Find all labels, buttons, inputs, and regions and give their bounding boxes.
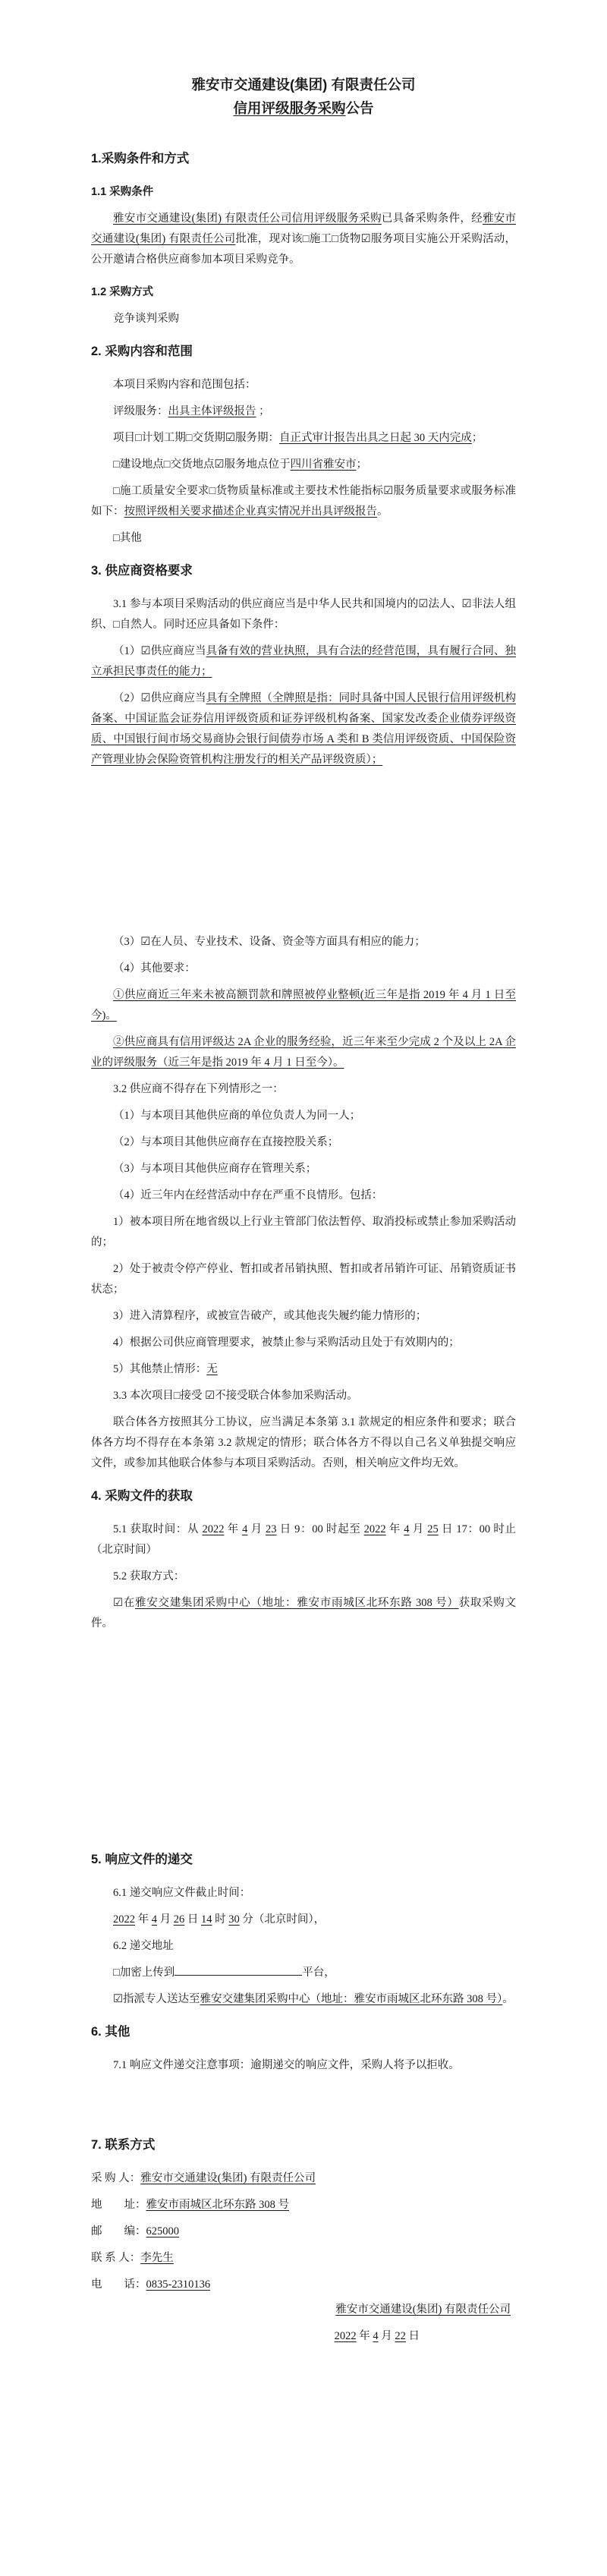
paragraph: （2）☑供应商应当具有全牌照（全牌照是指：同时具备中国人民银行信用评级机构备案、中国证监会证券信用评级资质和证券评级机构备案、国家发改委企业债券评级资质、中国银行间市场交易商协会银行间债券市场 A 类和 B 类信用评级资质、中国保险资产管理业协会保险资管机构注册发行的相关产品评级资质）； <box>91 692 517 766</box>
contact-postcode: 邮 编：625000 <box>91 2225 179 2237</box>
paragraph: （3）☑在人员、专业技术、设备、资金等方面具有相应的能力； <box>113 936 426 948</box>
checkbox-checked-icon: ☑ <box>214 458 225 471</box>
checkbox-unchecked-icon: □ <box>135 432 142 444</box>
paragraph: 5）其他禁止情形：无 <box>113 1363 218 1375</box>
paragraph: 评级服务：出具主体评级报告 ； <box>113 405 270 417</box>
paragraph: 3.1 参与本项目采购活动的供应商应当是中华人民共和国境内的☑法人、☑非法人组织、□自然人。同时还应具备如下条件： <box>91 598 517 631</box>
paragraph: 4）根据公司供应商管理要求，被禁止参与采购活动且处于有效期内的； <box>113 1337 460 1349</box>
section-7-gap <box>91 2076 516 2123</box>
paragraph: （1）☑供应商应当具备有效的营业执照，具有合法的经营范围，具有履行合同、独立承担民事责任的能力； <box>91 645 517 678</box>
heading-section-5: 5. 响应文件的递交 <box>91 1853 193 1866</box>
heading-section-3: 3. 供应商资格要求 <box>91 564 193 578</box>
fill-in-blank-line <box>175 1964 302 1976</box>
checkbox-checked-icon: ☑ <box>418 598 429 610</box>
heading-section-7: 7. 联系方式 <box>91 2138 156 2152</box>
paragraph: 竞争谈判采购 <box>113 313 179 325</box>
paragraph: 本项目采购内容和范围包括： <box>113 379 256 391</box>
checkbox-unchecked-icon: □ <box>113 619 120 631</box>
paragraph: （3）与本项目其他供应商存在管理关系； <box>113 1163 317 1175</box>
paragraph: 1）被本项目所在地省级以上行业主管部门依法暂停、取消投标或禁止参加采购活动的； <box>91 1216 516 1249</box>
heading-1-2: 1.2 采购方式 <box>91 286 154 298</box>
contact-person: 联 系 人：李先生 <box>91 2252 174 2264</box>
paragraph: □其他 <box>113 532 142 544</box>
checkbox-unchecked-icon: □ <box>113 458 120 471</box>
paragraph: ☑指派专人送达至雅安交建集团采购中心（地址：雅安市雨城区北环东路 308 号）。 <box>113 1993 514 2005</box>
page-break-gap-1 <box>91 770 516 926</box>
paragraph: 3）进入清算程序，或被宣告破产，或其他丧失履约能力情形的； <box>113 1310 427 1322</box>
checkbox-checked-icon: ☑ <box>461 598 472 610</box>
paragraph: （4）近三年内在经营活动中存在严重不良情形。包括： <box>113 1189 383 1201</box>
paragraph: ☑在雅安交建集团采购中心（地址：雅安市雨城区北环东路 308 号）获取采购文件。 <box>91 1597 517 1630</box>
paragraph: 3.2 供应商不得存在下列情形之一： <box>113 1083 284 1095</box>
paragraph: 7.1 响应文件递交注意事项：逾期递交的响应文件，采购人将予以拒收。 <box>113 2059 460 2071</box>
checkbox-unchecked-icon: □ <box>185 432 193 444</box>
checkbox-checked-icon: ☑ <box>113 1597 123 1609</box>
checkbox-unchecked-icon: □ <box>113 532 120 544</box>
checkbox-checked-icon: ☑ <box>225 432 236 444</box>
checkbox-checked-icon: ☑ <box>383 485 394 497</box>
paragraph: □施工质量安全要求□货物质量标准或主要技术性能指标☑服务质量要求或服务标准如下：按照评级相关要求描述企业真实情况并出具评级报告。 <box>91 485 517 518</box>
heading-section-1: 1.采购条件和方式 <box>91 152 190 165</box>
circled-2-icon: ② <box>113 1036 124 1048</box>
paragraph: ②供应商具有信用评级达 2A 企业的服务经验，近三年来至少完成 2 个及以上 2A 企业的评级服务（近三年是指 2019 年 4 月 1 日至今）。 <box>91 1036 517 1069</box>
checkbox-checked-icon: ☑ <box>360 233 371 245</box>
heading-1-1: 1.1 采购条件 <box>91 186 154 198</box>
checkbox-unchecked-icon: □ <box>163 458 171 471</box>
checkbox-unchecked-icon: □ <box>302 233 310 245</box>
paragraph: 3.3 本次项目□接受 ☑不接受联合体参加采购活动。 <box>113 1390 358 1402</box>
checkbox-unchecked-icon: □ <box>209 485 216 497</box>
paragraph: （2）与本项目其他供应商存在直接控股关系； <box>113 1136 339 1148</box>
checkbox-unchecked-icon: □ <box>332 233 339 245</box>
signature-company: 雅安市交通建设(集团) 有限责任公司 <box>335 2304 511 2316</box>
checkbox-checked-icon: ☑ <box>140 936 151 948</box>
contact-address: 地 址：雅安市雨城区北环东路 308 号 <box>91 2199 289 2211</box>
paragraph: （4）其他要求： <box>113 962 196 975</box>
paragraph: （1）与本项目其他供应商的单位负责人为同一人； <box>113 1110 361 1122</box>
checkbox-checked-icon: ☑ <box>140 645 151 657</box>
signature-date: 2022 年 4 月 22 日 <box>334 2330 420 2342</box>
paragraph: □建设地点□交货地点☑服务地点位于四川省雅安市； <box>113 458 368 471</box>
checkbox-unchecked-icon: □ <box>173 1390 181 1402</box>
doc-title-line1: 雅安市交通建设(集团) 有限责任公司 <box>191 77 416 93</box>
checkbox-checked-icon: ☑ <box>140 692 151 704</box>
paragraph: 联合体各方按照其分工协议，应当满足本条第 3.1 款规定的相应条件和要求；联合体各方均不得存在本条第 3.2 款规定的情形；联合体各方不得以自己名义单独提交响应文件，或参加其他联合体参与本项目采购活动。否则，相关响应文件均无效。 <box>91 1416 516 1469</box>
checkbox-unchecked-icon: □ <box>113 1967 120 1979</box>
paragraph: 5.2 获取方式： <box>113 1570 185 1582</box>
paragraph: 6.2 递交地址 <box>113 1940 174 1952</box>
paragraph: 雅安市交通建设(集团) 有限责任公司信用评级服务采购已具备采购条件，经雅安市交通建设(集团) 有限责任公司批准，现对该□施工□货物☑服务项目实施公开采购活动，公开邀请合格供应商参加本项目采购竞争。 <box>91 213 517 266</box>
paragraph: 2）处于被责令停产停业、暂扣或者吊销执照、暂扣或者吊销许可证、吊销资质证书状态； <box>91 1263 516 1296</box>
doc-title-line2: 信用评级服务采购公告 <box>233 100 374 116</box>
heading-section-6: 6. 其他 <box>91 2025 131 2039</box>
contact-purchaser: 采 购 人：雅安市交通建设(集团) 有限责任公司 <box>91 2172 316 2184</box>
page-break-gap-2 <box>91 1634 516 1838</box>
heading-section-2: 2. 采购内容和范围 <box>91 345 193 358</box>
paragraph: □加密上传到 平台， <box>91 1963 516 1983</box>
checkbox-checked-icon: ☑ <box>205 1390 215 1402</box>
contact-phone: 电 话：0835-2310136 <box>91 2278 211 2291</box>
paragraph: 项目□计划工期□交货期☑服务期：自正式审计报告出具之日起 30 天内完成； <box>113 432 483 444</box>
heading-section-4: 4. 采购文件的获取 <box>91 1489 193 1503</box>
circled-1-icon: ① <box>113 989 124 1001</box>
paragraph: 5.1 获取时间：从 2022 年 4 月 23 日 9：00 时起至 2022 年 4 月 25 日 17：00 时止（北京时间） <box>91 1523 517 1556</box>
checkbox-checked-icon: ☑ <box>113 1993 123 2005</box>
paragraph: ①供应商近三年来未被高额罚款和牌照被停业整顿(近三年是指 2019 年 4 月 1 日至今)。 <box>91 989 517 1022</box>
paragraph: 6.1 递交响应文件截止时间： <box>113 1887 251 1899</box>
checkbox-unchecked-icon: □ <box>113 485 120 497</box>
paragraph: 2022 年 4 月 26 日 14 时 30 分（北京时间）， <box>113 1913 326 1926</box>
